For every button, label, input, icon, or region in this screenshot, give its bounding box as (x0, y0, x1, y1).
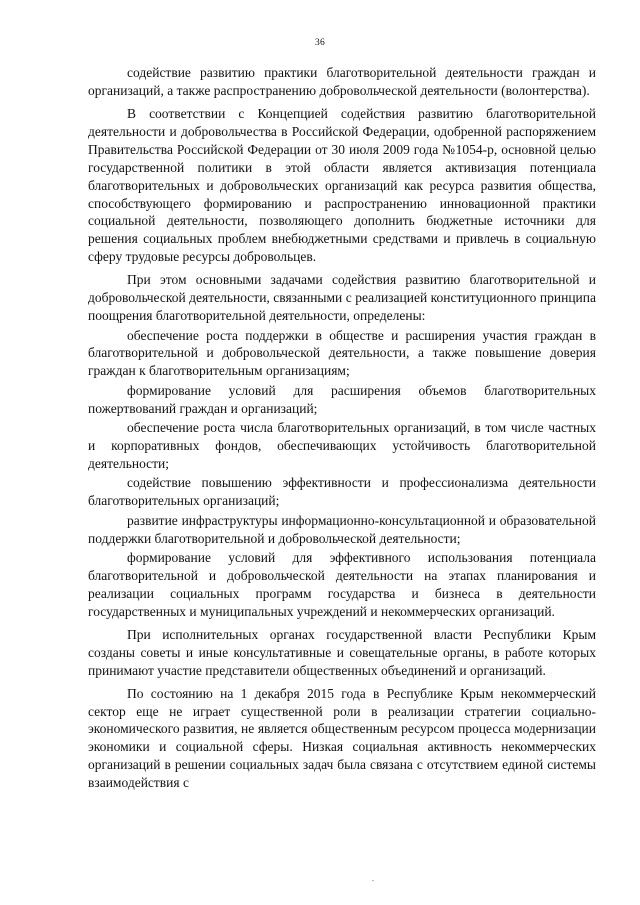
paragraph-3: При этом основными задачами содействия развитию благотворительной и добровольческой деятельности, связанными с реализацией конституционного принципа поощрения благотворительной деятельности, определены: (88, 272, 596, 324)
page-number: 36 (315, 38, 325, 48)
body-text (88, 64, 596, 792)
paragraph-1: содействие развитию практики благотворительной деятельности граждан и организаций, а также распространению добровольческой деятельности (волонтерства). (88, 65, 596, 98)
paragraph-8: развитие инфраструктуры информационно-консультационной и образовательной поддержки благотворительной и добровольческой деятельности; (88, 512, 596, 546)
paragraph-6: обеспечение роста числа благотворительных организаций, в том числе частных и корпоративных фондов, обеспечивающих устойчивость благотворительной деятельности; (88, 420, 596, 471)
paragraph-11: По состоянию на 1 декабря 2015 года в Республике Крым некоммерческий сектор еще не играет существенной роли в реализации стратегии социально-экономического развития, не является общественным ресурсом процесса модернизации экономики и социальной сферы. Низкая социальная активность некоммерческих организаций в решении социальных задач была связана с отсутствием единой системы взаимодействия с (88, 685, 596, 791)
paragraph-7: содействие повышению эффективности и профессионализма деятельности благотворительных организаций; (88, 475, 596, 509)
paragraph-10: При исполнительных органах государственной власти Республики Крым созданы советы и иные консультативные и совещательные органы, в работе которых принимают участие представители общественных объединений и организаций. (88, 626, 596, 678)
paragraph-9: формирование условий для эффективного использования потенциала благотворительной и добровольческой деятельности на этапах планирования и реализации социальных программ государства и бизнеса в деятельности государственных и муниципальных учреждений и некоммерческих организаций. (88, 549, 596, 619)
scan-speck (372, 880, 374, 881)
paragraph-2: В соответствии с Концепцией содействия развитию благотворительной деятельности и добровольчества в Российской Федерации, одобренной распоряжением Правительства Российской Федерации от 30 июля 2009 года №1054-р, основной целью государственной политики в этой области является активизация потенциала благотворительных и добровольческих организаций как ресурса развития общества, способствующего формированию и распространению инновационной практики социальной деятельности, позволяющего дополнить бюджетные источники для решения социальных проблем внебюджетными средствами и привлечь в социальную сферу трудовые ресурсы добровольцев. (88, 106, 596, 265)
paragraph-4: обеспечение роста поддержки в обществе и расширения участия граждан в благотворительной и добровольческой деятельности, а также повышение доверия граждан к благотворительным организациям; (88, 327, 596, 379)
paragraph-5: формирование условий для расширения объемов благотворительных пожертвований граждан и организаций; (88, 382, 596, 416)
